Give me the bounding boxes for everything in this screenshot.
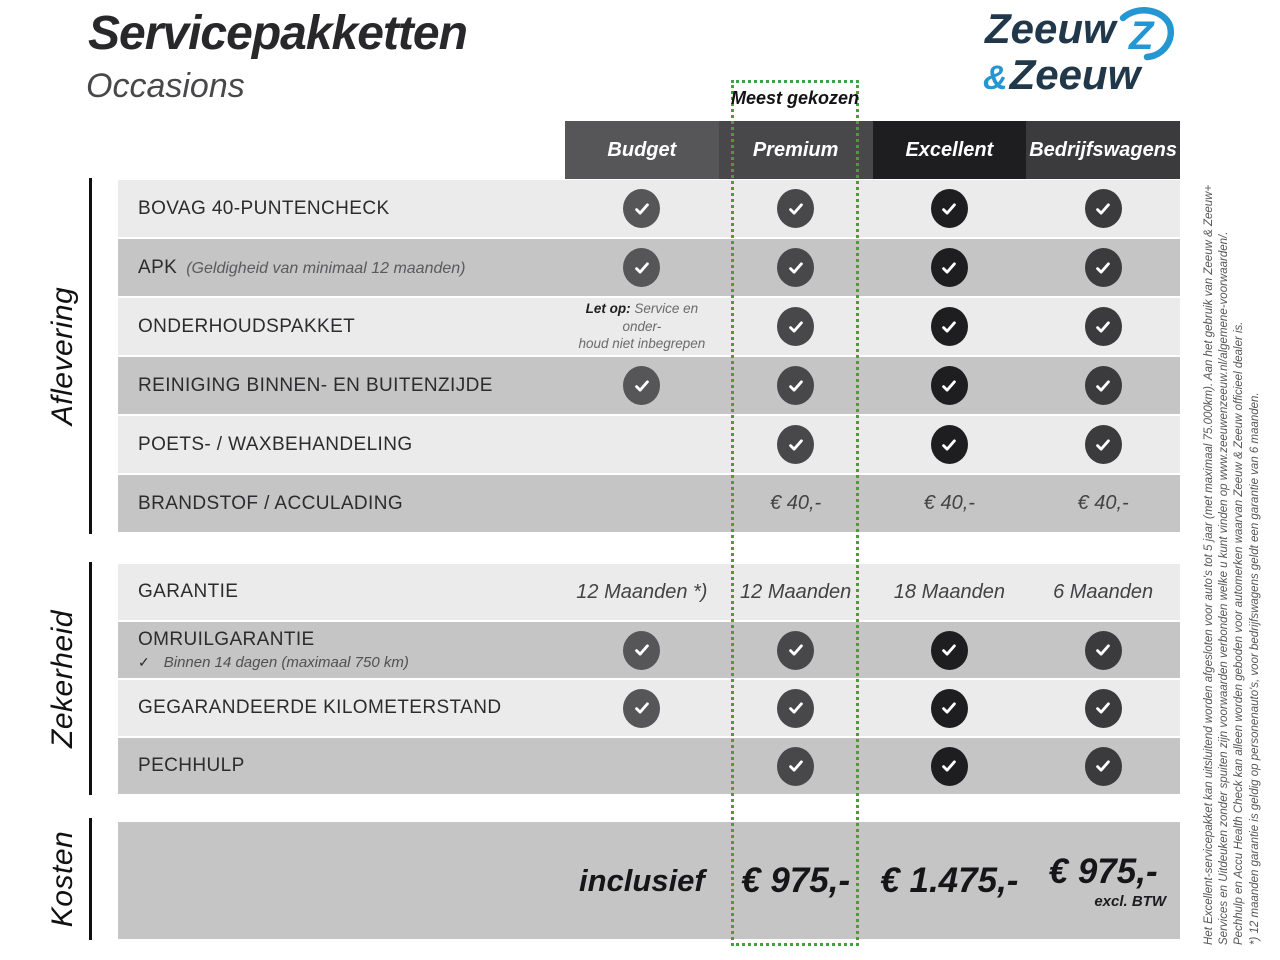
title-block — [88, 6, 467, 106]
check-icon — [777, 425, 814, 464]
table-row — [118, 564, 1180, 620]
table-cell — [1026, 180, 1180, 237]
column-header-premium: Premium — [719, 121, 873, 179]
table-cell — [873, 298, 1027, 355]
check-icon — [1085, 189, 1122, 228]
checkmark-glyph — [1093, 640, 1113, 660]
table-cell — [565, 180, 719, 237]
table-cell — [873, 622, 1027, 678]
row-sub-note: ✓ Binnen 14 dagen (maximaal 750 km) — [138, 654, 409, 671]
check-icon — [777, 747, 814, 786]
check-icon — [931, 366, 968, 405]
table-row — [118, 180, 1180, 237]
cell-value: € 40,- — [923, 492, 975, 514]
checkmark-glyph — [939, 258, 959, 278]
check-icon — [931, 689, 968, 728]
table-row — [118, 357, 1180, 414]
checkmark-glyph — [939, 199, 959, 219]
kosten-spacer — [118, 822, 565, 939]
check-icon — [1085, 689, 1122, 728]
check-icon — [1085, 425, 1122, 464]
kosten-value-note: excl. BTW — [1094, 892, 1166, 910]
cell-note: Let op: Service en onder- houd niet inbegrepen — [578, 301, 706, 352]
zeeuw-en-zeeuw-logo — [983, 5, 1195, 98]
table-cell — [719, 738, 873, 794]
checkmark-glyph — [1093, 698, 1113, 718]
cell-value: € 40,- — [1077, 492, 1129, 514]
checkmark-glyph — [1093, 435, 1113, 455]
table-cell — [873, 680, 1027, 736]
checkmark-glyph — [786, 756, 806, 776]
z-swoosh-icon — [1113, 4, 1177, 62]
check-icon — [931, 747, 968, 786]
table-cell-empty — [565, 475, 719, 532]
check-icon — [623, 689, 660, 728]
cell-value: 6 Maanden — [1053, 580, 1154, 603]
section-divider-line — [89, 562, 92, 795]
page-title: Servicepakketten — [88, 7, 467, 60]
checkmark-glyph — [1093, 376, 1113, 396]
check-icon — [931, 189, 968, 228]
table-cell — [1026, 416, 1180, 473]
checkmark-glyph — [1093, 317, 1113, 337]
table-cell — [719, 239, 873, 296]
column-header-excellent: Excellent — [873, 121, 1027, 179]
table-cell — [565, 564, 719, 620]
table-cell — [565, 357, 719, 414]
table-cell — [873, 180, 1027, 237]
row-label: ONDERHOUDSPAKKET — [138, 315, 356, 337]
checkmark-glyph — [632, 640, 652, 660]
check-icon — [777, 307, 814, 346]
logo-text: Zeeuw — [1009, 51, 1141, 98]
checkmark-glyph — [939, 698, 959, 718]
svg-text:Z: Z — [1129, 14, 1154, 58]
column-header-bedrijfswagens: Bedrijfswagens — [1026, 121, 1180, 179]
check-icon — [1085, 631, 1122, 670]
disclaimer-line: Pechhulp en Accu Health Check kan alleen worden geboden voor automerken waarvan Zeeuw & Zeeuw officieel dealer is. — [1233, 321, 1246, 945]
checkmark-glyph — [939, 435, 959, 455]
section-label: Aflevering — [45, 286, 79, 426]
page-subtitle: Occasions — [86, 67, 245, 105]
check-icon — [777, 689, 814, 728]
kosten-row — [118, 822, 1180, 939]
table-row — [118, 622, 1180, 678]
section-aflevering-rows — [118, 180, 1180, 534]
logo-text: Zeeuw — [985, 5, 1116, 52]
table-cell-empty — [565, 738, 719, 794]
disclaimer-line: *) 12 maanden garantie is geldig op personenauto's, voor bedrijfswagens geldt een garantie van 6 maanden. — [1248, 392, 1261, 945]
section-rail-kosten — [38, 818, 92, 940]
table-cell — [1026, 239, 1180, 296]
check-icon — [623, 366, 660, 405]
checkmark-glyph — [1093, 756, 1113, 776]
table-cell — [873, 239, 1027, 296]
checkmark-glyph — [786, 435, 806, 455]
table-cell — [719, 475, 873, 532]
row-label-area — [118, 475, 565, 532]
row-label: GEGARANDEERDE KILOMETERSTAND — [138, 697, 502, 718]
kosten-value: € 1.475,- — [880, 860, 1019, 900]
table-cell — [873, 416, 1027, 473]
row-label-area — [118, 680, 565, 736]
row-label: OMRUILGARANTIE — [138, 629, 315, 650]
kosten-value: inclusief — [578, 862, 705, 898]
logo-word-top — [985, 5, 1195, 58]
row-label: APK — [138, 256, 178, 278]
row-label: POETS- / WAXBEHANDELING — [138, 433, 413, 455]
table-cell — [1026, 680, 1180, 736]
checkmark-glyph — [1093, 258, 1113, 278]
table-cell — [873, 357, 1027, 414]
row-label: REINIGING BINNEN- EN BUITENZIJDE — [138, 374, 493, 396]
row-label-area — [118, 622, 565, 678]
checkmark-glyph — [786, 317, 806, 337]
table-cell — [565, 239, 719, 296]
table-row — [118, 416, 1180, 473]
small-check-icon: ✓ — [138, 654, 150, 670]
checkmark-glyph — [786, 376, 806, 396]
check-icon — [777, 631, 814, 670]
cell-value: 12 Maanden *) — [576, 580, 708, 603]
row-label-area — [118, 180, 565, 237]
section-label: Kosten — [45, 830, 79, 928]
row-label-note: (Geldigheid van minimaal 12 maanden) — [186, 259, 466, 277]
row-label-area — [118, 564, 565, 620]
section-rail-zekerheid — [38, 562, 92, 795]
table-cell — [719, 564, 873, 620]
row-label-area — [118, 738, 565, 794]
row-label-area — [118, 357, 565, 414]
table-cell — [565, 622, 719, 678]
checkmark-glyph — [939, 640, 959, 660]
checkmark-glyph — [786, 698, 806, 718]
table-row — [118, 298, 1180, 355]
check-icon — [931, 631, 968, 670]
table-cell — [565, 298, 719, 355]
check-icon — [777, 189, 814, 228]
check-icon — [1085, 307, 1122, 346]
table-cell — [719, 680, 873, 736]
checkmark-glyph — [1093, 199, 1113, 219]
meest-gekozen-badge: Meest gekozen — [731, 88, 860, 108]
check-icon — [931, 425, 968, 464]
table-row — [118, 239, 1180, 296]
checkmark-glyph — [939, 317, 959, 337]
cell-value: € 40,- — [770, 492, 822, 514]
row-label: GARANTIE — [138, 581, 239, 602]
check-icon — [1085, 248, 1122, 287]
table-cell — [873, 738, 1027, 794]
checkmark-glyph — [939, 756, 959, 776]
row-label-area — [118, 239, 565, 296]
table-cell — [1026, 622, 1180, 678]
checkmark-glyph — [632, 376, 652, 396]
table-cell — [719, 357, 873, 414]
section-zekerheid-rows — [118, 564, 1180, 796]
table-cell — [873, 564, 1027, 620]
check-icon — [623, 631, 660, 670]
table-row — [118, 680, 1180, 736]
checkmark-glyph — [632, 199, 652, 219]
table-cell-empty — [565, 416, 719, 473]
section-divider-line — [89, 818, 92, 940]
check-icon — [1085, 747, 1122, 786]
cell-value: 12 Maanden — [740, 580, 852, 603]
row-label: PECHHULP — [138, 755, 245, 776]
table-cell — [873, 475, 1027, 532]
kosten-cell — [1026, 822, 1180, 939]
table-cell — [1026, 357, 1180, 414]
table-cell — [1026, 475, 1180, 532]
row-label-area — [118, 298, 565, 355]
check-icon — [1085, 366, 1122, 405]
checkmark-glyph — [786, 258, 806, 278]
disclaimer-line: Het Excellent-servicepakket kan uitsluitend worden afgesloten voor auto's tot 5 jaar (met maximaal 75.000km). Aan het gebruik van Zeeuw & Zeeuw+ — [1203, 184, 1215, 945]
kosten-value: € 975,- — [1048, 851, 1158, 891]
logo-ampersand: & — [983, 59, 1008, 97]
table-cell — [719, 298, 873, 355]
disclaimer-text — [1202, 112, 1263, 945]
kosten-cell — [873, 822, 1027, 939]
check-icon — [931, 307, 968, 346]
table-cell — [719, 180, 873, 237]
table-cell — [1026, 564, 1180, 620]
checkmark-glyph — [786, 640, 806, 660]
table-cell — [1026, 298, 1180, 355]
table-row — [118, 475, 1180, 532]
cell-value: 18 Maanden — [893, 580, 1005, 603]
check-icon — [623, 189, 660, 228]
checkmark-glyph — [939, 376, 959, 396]
checkmark-glyph — [786, 199, 806, 219]
row-label: BOVAG 40-PUNTENCHECK — [138, 197, 390, 219]
kosten-cell — [719, 822, 873, 939]
check-icon — [623, 248, 660, 287]
check-icon — [777, 366, 814, 405]
row-label-area — [118, 416, 565, 473]
table-cell — [1026, 738, 1180, 794]
section-divider-line — [89, 178, 92, 534]
table-row — [118, 738, 1180, 794]
checkmark-glyph — [632, 698, 652, 718]
row-label: BRANDSTOF / ACCULADING — [138, 492, 403, 514]
table-cell — [565, 680, 719, 736]
disclaimer-line: Services en Uitdeuken zonder spuiten zijn voorwaarden verbonden welke u kunt vinden op www.zeeuwenzeeuw.nl/algemene-voorwaarden/. — [1218, 231, 1231, 945]
column-headers — [565, 121, 1180, 179]
checkmark-glyph — [632, 258, 652, 278]
kosten-cell — [565, 822, 719, 939]
section-label: Zekerheid — [45, 609, 79, 748]
table-cell — [719, 416, 873, 473]
section-rail-aflevering — [38, 178, 92, 534]
table-cell — [719, 622, 873, 678]
column-header-budget: Budget — [565, 121, 719, 179]
kosten-value: € 975,- — [741, 860, 851, 900]
check-icon — [777, 248, 814, 287]
check-icon — [931, 248, 968, 287]
